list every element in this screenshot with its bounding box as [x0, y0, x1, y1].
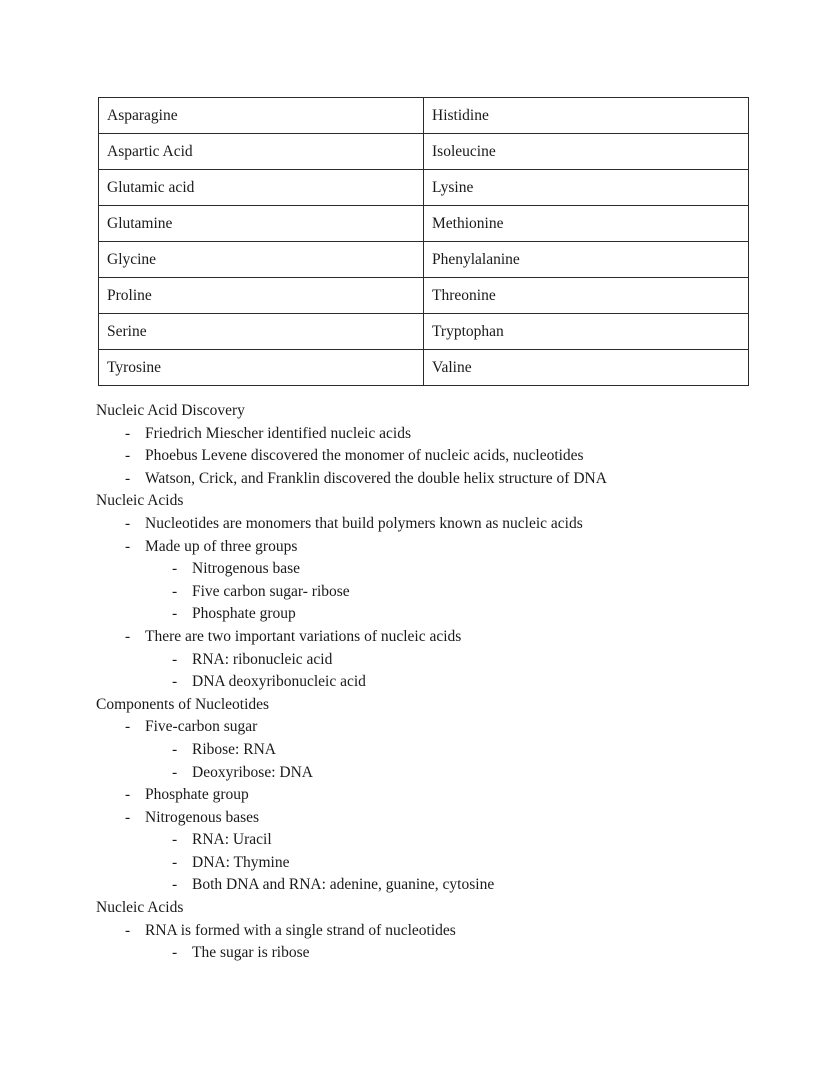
table-row [99, 170, 749, 206]
amino-acids-table-body [99, 98, 749, 386]
bullet-dash-icon: - [172, 673, 178, 691]
outline-line-text: Watson, Crick, and Franklin discovered the double helix structure of DNA [145, 469, 607, 487]
outline-line-text: RNA: ribonucleic acid [192, 650, 333, 668]
outline-line-text: Five carbon sugar- ribose [192, 582, 350, 600]
outline-list-item [96, 513, 756, 536]
outline-line-text: Friedrich Miescher identified nucleic acids [145, 424, 411, 442]
bullet-dash-icon: - [172, 763, 178, 781]
outline-list-item [96, 829, 756, 852]
outline-line-text: Both DNA and RNA: adenine, guanine, cytosine [192, 876, 495, 894]
table-row [99, 278, 749, 314]
outline-list-item [96, 942, 756, 965]
table-cell-amino-acid-left: Glycine [99, 242, 424, 278]
table-cell-amino-acid-left: Serine [99, 314, 424, 350]
bullet-dash-icon: - [172, 740, 178, 758]
bullet-dash-icon: - [172, 605, 178, 623]
table-row [99, 350, 749, 386]
outline-list-item [96, 739, 756, 762]
table-cell-amino-acid-left: Aspartic Acid [99, 134, 424, 170]
bullet-dash-icon: - [172, 582, 178, 600]
table-row [99, 206, 749, 242]
outline-list-item [96, 626, 756, 649]
outline-line-text: DNA deoxyribonucleic acid [192, 673, 366, 691]
outline-list-item [96, 423, 756, 446]
bullet-dash-icon: - [125, 447, 131, 465]
table-cell-amino-acid-left: Glutamine [99, 206, 424, 242]
outline-list-item [96, 468, 756, 491]
outline-line-text: Nitrogenous base [192, 560, 301, 578]
bullet-dash-icon: - [172, 944, 178, 962]
outline-line-text: Phosphate group [192, 605, 296, 623]
outline-list-item [96, 716, 756, 739]
bullet-dash-icon: - [125, 808, 131, 826]
table-cell-amino-acid-right: Histidine [424, 98, 749, 134]
outline-line-text: There are two important variations of nucleic acids [145, 627, 462, 645]
outline-list-item [96, 920, 756, 943]
bullet-dash-icon: - [125, 514, 131, 532]
amino-acids-table [98, 97, 749, 386]
table-row [99, 314, 749, 350]
bullet-dash-icon: - [125, 921, 131, 939]
outline-line-text: Five-carbon sugar [145, 718, 258, 736]
bullet-dash-icon: - [172, 831, 178, 849]
outline-list-item [96, 558, 756, 581]
bullet-dash-icon: - [125, 537, 131, 555]
outline-line-text: DNA: Thymine [192, 853, 290, 871]
outline-line-text: RNA is formed with a single strand of nucleotides [145, 921, 456, 939]
table-row [99, 242, 749, 278]
outline-line-text: Deoxyribose: DNA [192, 763, 313, 781]
outline-list-item [96, 852, 756, 875]
outline-list-item [96, 445, 756, 468]
table-row [99, 134, 749, 170]
bullet-dash-icon: - [172, 650, 178, 668]
outline-line-text: Nucleic Acids [96, 492, 184, 510]
table-cell-amino-acid-right: Phenylalanine [424, 242, 749, 278]
outline-heading [96, 490, 756, 513]
outline-list-item [96, 671, 756, 694]
bullet-dash-icon: - [125, 627, 131, 645]
outline-list-item [96, 649, 756, 672]
bullet-dash-icon: - [125, 718, 131, 736]
table-cell-amino-acid-left: Glutamic acid [99, 170, 424, 206]
outline-line-text: Ribose: RNA [192, 740, 276, 758]
table-cell-amino-acid-right: Methionine [424, 206, 749, 242]
table-cell-amino-acid-left: Proline [99, 278, 424, 314]
table-cell-amino-acid-right: Tryptophan [424, 314, 749, 350]
outline-line-text: Components of Nucleotides [96, 695, 270, 713]
outline-list-item [96, 762, 756, 785]
outline-line-text: RNA: Uracil [192, 831, 272, 849]
bullet-dash-icon: - [172, 853, 178, 871]
bullet-dash-icon: - [125, 424, 131, 442]
outline-heading [96, 400, 756, 423]
bullet-dash-icon: - [172, 560, 178, 578]
outline-heading [96, 694, 756, 717]
outline-line-text: Nitrogenous bases [145, 808, 260, 826]
outline-list-item [96, 807, 756, 830]
bullet-dash-icon: - [125, 469, 131, 487]
outline-list-item [96, 874, 756, 897]
table-cell-amino-acid-right: Valine [424, 350, 749, 386]
bullet-dash-icon: - [172, 876, 178, 894]
table-cell-amino-acid-left: Tyrosine [99, 350, 424, 386]
outline-line-text: Made up of three groups [145, 537, 298, 555]
table-cell-amino-acid-right: Threonine [424, 278, 749, 314]
outline-line-text: Phoebus Levene discovered the monomer of nucleic acids, nucleotides [145, 447, 584, 465]
outline-list-item [96, 603, 756, 626]
outline-heading [96, 897, 756, 920]
outline-line-text: Nucleic Acids [96, 899, 184, 917]
outline-list-item [96, 536, 756, 559]
outline-list-item [96, 784, 756, 807]
table-cell-amino-acid-right: Isoleucine [424, 134, 749, 170]
amino-acids-table-container [98, 97, 732, 386]
notes-outline [96, 400, 756, 965]
table-cell-amino-acid-right: Lysine [424, 170, 749, 206]
table-row [99, 98, 749, 134]
outline-line-text: Nucleic Acid Discovery [96, 402, 245, 419]
outline-line-text: Nucleotides are monomers that build polymers known as nucleic acids [145, 514, 583, 532]
outline-line-text: The sugar is ribose [192, 944, 310, 962]
table-cell-amino-acid-left: Asparagine [99, 98, 424, 134]
bullet-dash-icon: - [125, 786, 131, 804]
outline-line-text: Phosphate group [145, 786, 249, 804]
outline-list-item [96, 581, 756, 604]
